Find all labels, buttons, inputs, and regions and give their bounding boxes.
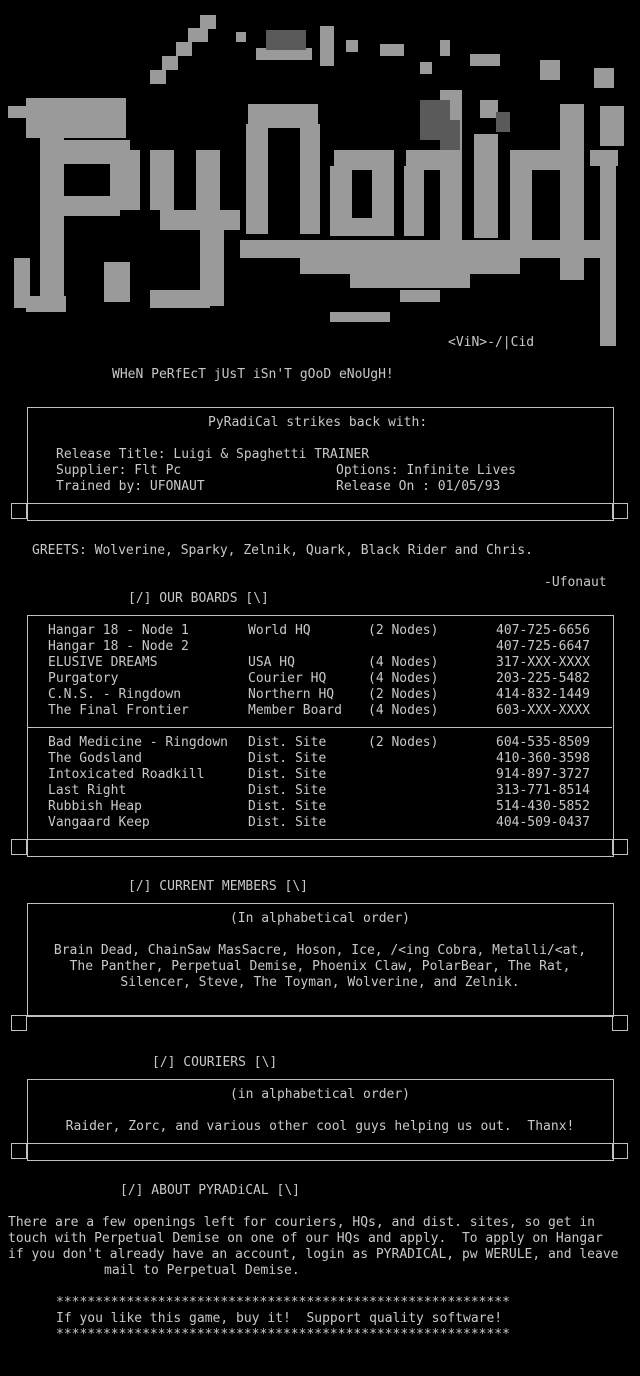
couriers-box-left-tab: [11, 1143, 27, 1159]
dist-board-list: [0, 735, 640, 831]
boards-separator: [27, 727, 612, 728]
board-nodes: (4 Nodes): [368, 655, 439, 670]
greets-signature: -Ufonaut: [544, 575, 607, 590]
members-box-left-tab: [11, 1015, 27, 1031]
members-heading: [/] CURRENT MEMBERS [\]: [128, 879, 309, 894]
members-box-rule: [11, 1015, 628, 1016]
board-type: Dist. Site: [248, 799, 327, 814]
board-phone: 914-897-3727: [496, 767, 590, 782]
board-row: [0, 687, 640, 703]
about-line-2: touch with Perpetual Demise on one of our HQs and apply. To apply on Hangar: [8, 1231, 603, 1246]
release-title: Release Title: Luigi & Spaghetti TRAINER: [56, 447, 370, 462]
board-row: [0, 783, 640, 799]
board-phone: 407-725-6647: [496, 639, 590, 654]
greets-line: GREETS: Wolverine, Sparky, Zelnik, Quark, Black Rider and Chris.: [32, 543, 533, 558]
footer-message: If you like this game, buy it! Support quality software!: [56, 1311, 503, 1326]
board-row: [0, 767, 640, 783]
about-heading: [/] ABOUT PYRADiCAL [\]: [120, 1183, 301, 1198]
board-phone: 514-430-5852: [496, 799, 590, 814]
board-type: Member Board: [248, 703, 342, 718]
artist-signature: <ViN>-/|Cid: [448, 335, 535, 350]
couriers-order-note: (in alphabetical order): [229, 1087, 410, 1102]
board-row: [0, 751, 640, 767]
members-line-3: Silencer, Steve, The Toyman, Wolverine, and Zelnik.: [120, 975, 520, 990]
board-type: USA HQ: [248, 655, 295, 670]
members-line-2: The Panther, Perpetual Demise, Phoenix Claw, PolarBear, The Rat,: [69, 959, 571, 974]
board-row: [0, 639, 640, 655]
release-supplier: Supplier: Flt Pc: [56, 463, 182, 478]
about-line-4: mail to Perpetual Demise.: [104, 1263, 300, 1278]
board-row: [0, 623, 640, 639]
members-box-right-tab: [612, 1015, 628, 1031]
board-name: Vangaard Keep: [48, 815, 150, 830]
board-type: Dist. Site: [248, 767, 327, 782]
board-name: Bad Medicine - Ringdown: [48, 735, 229, 750]
board-type: Dist. Site: [248, 783, 327, 798]
couriers-box-rule: [11, 1143, 628, 1144]
boards-box-left-tab: [11, 839, 27, 855]
board-name: Purgatory: [48, 671, 119, 686]
board-type: World HQ: [248, 623, 311, 638]
about-line-1: There are a few openings left for couriers, HQs, and dist. sites, so get in: [8, 1215, 595, 1230]
board-phone: 410-360-3598: [496, 751, 590, 766]
board-name: Last Right: [48, 783, 127, 798]
board-row: [0, 799, 640, 815]
pyradical-logo-art: [0, 0, 640, 370]
board-name: Intoxicated Roadkill: [48, 767, 205, 782]
footer-stars-top: **********************************************************: [56, 1295, 510, 1310]
board-phone: 604-535-8509: [496, 735, 590, 750]
boards-box-rule: [11, 839, 628, 840]
board-nodes: (2 Nodes): [368, 735, 439, 750]
board-nodes: (2 Nodes): [368, 623, 439, 638]
about-line-3: if you don't already have an account, login as PYRADICAL, pw WERULE, and leave: [8, 1247, 619, 1262]
release-options: Options: Infinite Lives: [336, 463, 517, 478]
release-trained-by: Trained by: UFONAUT: [56, 479, 205, 494]
board-type: Dist. Site: [248, 735, 327, 750]
board-phone: 603-XXX-XXXX: [496, 703, 590, 718]
board-name: C.N.S. - Ringdown: [48, 687, 182, 702]
board-phone: 407-725-6656: [496, 623, 590, 638]
board-row: [0, 815, 640, 831]
boards-heading: [/] OUR BOARDS [\]: [128, 591, 269, 606]
tagline: WHeN PeRfEcT jUsT iSn'T gOoD eNoUgH!: [112, 367, 394, 382]
footer-stars-bottom: **********************************************************: [56, 1327, 510, 1342]
board-phone: 404-509-0437: [496, 815, 590, 830]
board-phone: 313-771-8514: [496, 783, 590, 798]
hq-board-list: [0, 623, 640, 719]
couriers-heading: [/] COURIERS [\]: [152, 1055, 278, 1070]
board-name: The Final Frontier: [48, 703, 189, 718]
board-type: Dist. Site: [248, 815, 327, 830]
release-box-right-tab: [612, 503, 628, 519]
board-type: Courier HQ: [248, 671, 327, 686]
board-nodes: (4 Nodes): [368, 671, 439, 686]
boards-box-right-tab: [612, 839, 628, 855]
board-row: [0, 655, 640, 671]
board-name: Hangar 18 - Node 1: [48, 623, 189, 638]
release-box-left-tab: [11, 503, 27, 519]
release-box-rule: [11, 503, 628, 504]
board-name: The Godsland: [48, 751, 142, 766]
board-row: [0, 703, 640, 719]
board-name: Rubbish Heap: [48, 799, 142, 814]
board-phone: 317-XXX-XXXX: [496, 655, 590, 670]
board-type: Dist. Site: [248, 751, 327, 766]
board-nodes: (4 Nodes): [368, 703, 439, 718]
release-date: Release On : 01/05/93: [336, 479, 501, 494]
board-name: Hangar 18 - Node 2: [48, 639, 189, 654]
members-line-1: Brain Dead, ChainSaw MasSacre, Hoson, Ice, /<ing Cobra, Metalli/<at,: [53, 943, 587, 958]
board-name: ELUSIVE DREAMS: [48, 655, 158, 670]
board-type: Northern HQ: [248, 687, 335, 702]
couriers-box-right-tab: [612, 1143, 628, 1159]
couriers-line: Raider, Zorc, and various other cool guys helping us out. Thanx!: [65, 1119, 575, 1134]
release-heading: PyRadiCal strikes back with:: [208, 415, 428, 430]
board-row: [0, 671, 640, 687]
board-row: [0, 735, 640, 751]
board-phone: 414-832-1449: [496, 687, 590, 702]
board-nodes: (2 Nodes): [368, 687, 439, 702]
members-order-note: (In alphabetical order): [229, 911, 410, 926]
board-phone: 203-225-5482: [496, 671, 590, 686]
